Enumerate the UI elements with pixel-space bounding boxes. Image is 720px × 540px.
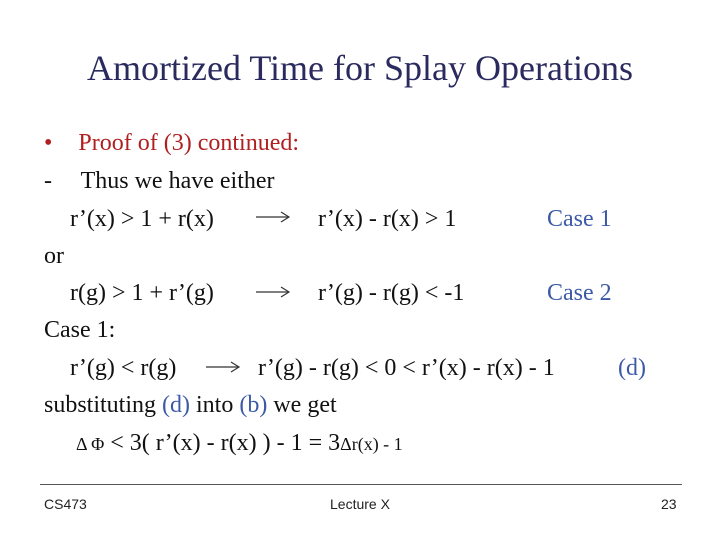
- case2-rhs: r’(g) - r(g) < -1: [318, 280, 465, 306]
- subst-text: substituting: [44, 392, 157, 418]
- bullet-marker: •: [44, 130, 53, 156]
- final-r: r(x) - 1: [351, 434, 403, 454]
- implies-arrow-icon: [204, 358, 244, 378]
- final-main: < 3( r’(x) - r(x) ) - 1 = 3: [110, 430, 341, 456]
- footer-course: CS473: [44, 496, 87, 512]
- subst-b-ref: (b): [239, 392, 268, 418]
- footer-lecture: Lecture X: [330, 496, 390, 512]
- d-lhs: r’(g) < r(g): [70, 355, 177, 381]
- subst-into: into: [196, 392, 234, 418]
- d-tag: (d): [618, 355, 646, 381]
- page-number: 23: [661, 496, 677, 512]
- proof-heading: Proof of (3) continued:: [78, 130, 300, 156]
- final-equation: [76, 428, 403, 459]
- case1-label: Case 1: [547, 206, 612, 232]
- case2-label: Case 2: [547, 280, 612, 306]
- subst-end: we get: [273, 392, 337, 418]
- footer-divider: [40, 484, 682, 485]
- delta-phi: Δ Φ: [76, 434, 105, 454]
- implies-arrow-icon: [254, 208, 294, 228]
- thus-text: Thus we have either: [80, 168, 275, 194]
- or-text: or: [44, 243, 64, 269]
- case2-lhs: r(g) > 1 + r’(g): [70, 280, 214, 306]
- implies-arrow-icon: [254, 283, 294, 303]
- dash-marker: -: [44, 168, 52, 194]
- page-title: Amortized Time for Splay Operations: [87, 48, 633, 88]
- case1-heading: Case 1:: [44, 317, 116, 343]
- subst-d-ref: (d): [162, 392, 191, 418]
- proof-bullet-line: [44, 128, 299, 158]
- case1-rhs: r’(x) - r(x) > 1: [318, 206, 457, 232]
- d-rhs: r’(g) - r(g) < 0 < r’(x) - r(x) - 1: [258, 355, 555, 381]
- thus-line: [44, 166, 275, 196]
- case1-lhs: r’(x) > 1 + r(x): [70, 206, 214, 232]
- final-delta: Δ: [340, 434, 352, 454]
- substituting-line: [44, 390, 337, 420]
